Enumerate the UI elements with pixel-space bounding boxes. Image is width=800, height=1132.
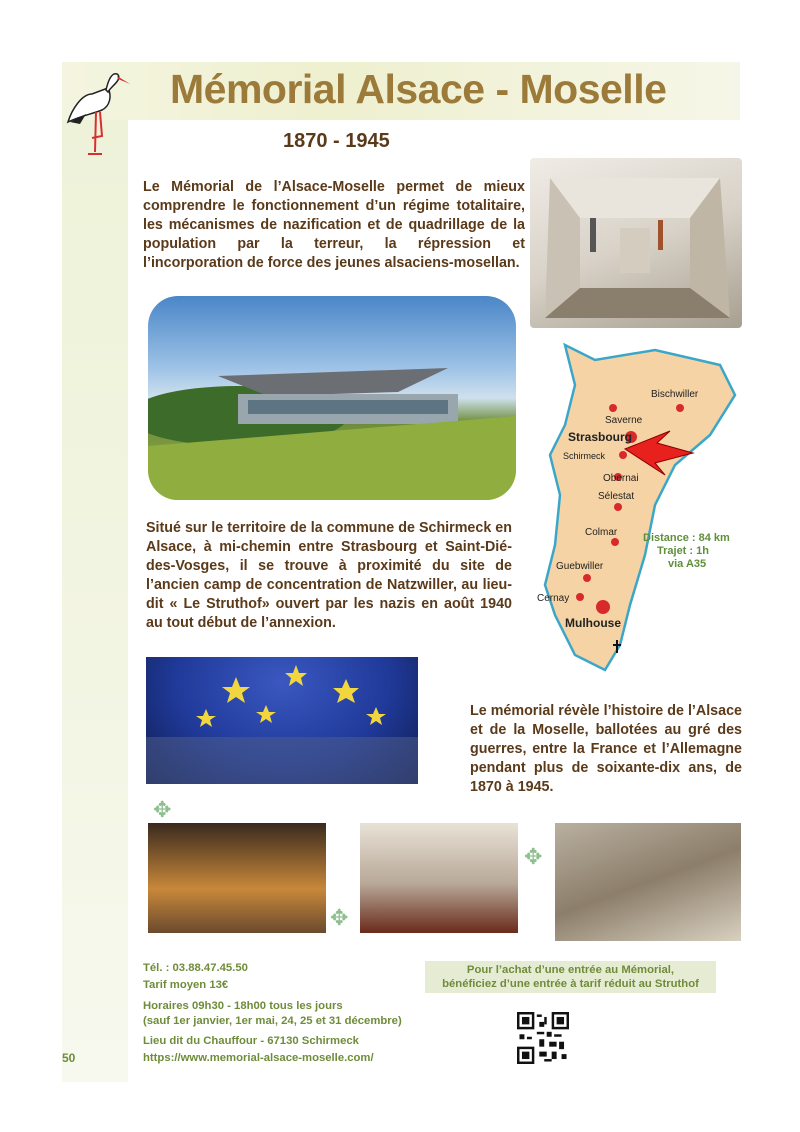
promo-line-2: bénéficiez d’une entrée à tarif réduit au Struthof <box>442 978 699 990</box>
stars-dome-photo <box>146 657 418 784</box>
page-number: 50 <box>62 1051 76 1065</box>
decorative-puzzle-icon: ✥ <box>153 797 172 822</box>
map-city-saverne: Saverne <box>605 415 643 426</box>
map-city-guebwiller: Guebwiller <box>556 561 604 572</box>
phone-number: Tél. : 03.88.47.45.50 <box>143 962 248 974</box>
page-title: Mémorial Alsace - Moselle <box>170 66 667 112</box>
decorative-puzzle-icon: ✥ <box>524 844 543 869</box>
map-city-bischwiller: Bischwiller <box>651 389 699 400</box>
intro-paragraph: Le Mémorial de l’Alsace-Moselle permet de mieux comprendre le fonctionnement d’un régime totalitaire, les mécanismes de nazification et de quadrillage de la population par la terreur, la répression et l’incorporation de force des jeunes alsaciens-mosellan. <box>143 179 525 271</box>
map-distance: Distance : 84 km <box>643 532 730 544</box>
map-duration: Trajet : 1h <box>657 545 709 557</box>
map-city-mulhouse: Mulhouse <box>565 616 621 630</box>
years-subtitle: 1870 - 1945 <box>283 130 390 152</box>
barracks-photo <box>148 823 326 933</box>
map-city-obernai: Obernai <box>603 473 639 484</box>
website-link[interactable]: https://www.memorial-alsace-moselle.com/ <box>143 1052 374 1064</box>
memorial-building-photo <box>148 296 516 500</box>
map-route: via A35 <box>668 558 707 570</box>
decorative-puzzle-icon: ✥ <box>330 905 349 930</box>
promo-line-1: Pour l’achat d’une entrée au Mémorial, <box>466 964 675 976</box>
map-city-cernay: Cernay <box>537 593 570 604</box>
map-city-colmar: Colmar <box>585 527 618 538</box>
trench-photo <box>555 823 741 941</box>
left-sidebar-band <box>62 62 128 1082</box>
price-info: Tarif moyen 13€ <box>143 979 229 991</box>
stork-logo <box>62 64 132 164</box>
history-paragraph: Le mémorial révèle l’histoire de l’Alsace et de la Moselle, ballotées au gré des guerres, entre la France et l’Allemagne pendant plus de soixante-dix ans, de 1870 à 1945. <box>470 703 742 795</box>
location-paragraph: Situé sur le territoire de la commune de Schirmeck en Alsace, à mi-chemin entre Strasbourg et Saint-Dié-des-Vosges, il se trouve à proximité du site de l’ancien camp de concentration de Natzwiller, au lieu-dit « Le Struthof» ouvert par les nazis en août 1940 au tout début de l’annexion. <box>146 520 512 631</box>
opening-hours: Horaires 09h30 - 18h00 tous les jours <box>143 1000 343 1012</box>
alsace-map <box>535 335 745 680</box>
struthof-promo-box <box>425 961 716 993</box>
map-city-selestat: Sélestat <box>598 491 635 502</box>
tunnel-photo <box>360 823 518 933</box>
museum-interior-illustration <box>530 158 742 328</box>
qr-code[interactable] <box>517 1012 569 1064</box>
address: Lieu dit du Chauffour - 67130 Schirmeck <box>143 1035 359 1047</box>
map-city-strasbourg: Strasbourg <box>568 430 633 444</box>
closure-days: (sauf 1er janvier, 1er mai, 24, 25 et 31 décembre) <box>143 1015 402 1027</box>
map-city-schirmeck: Schirmeck <box>563 451 606 461</box>
